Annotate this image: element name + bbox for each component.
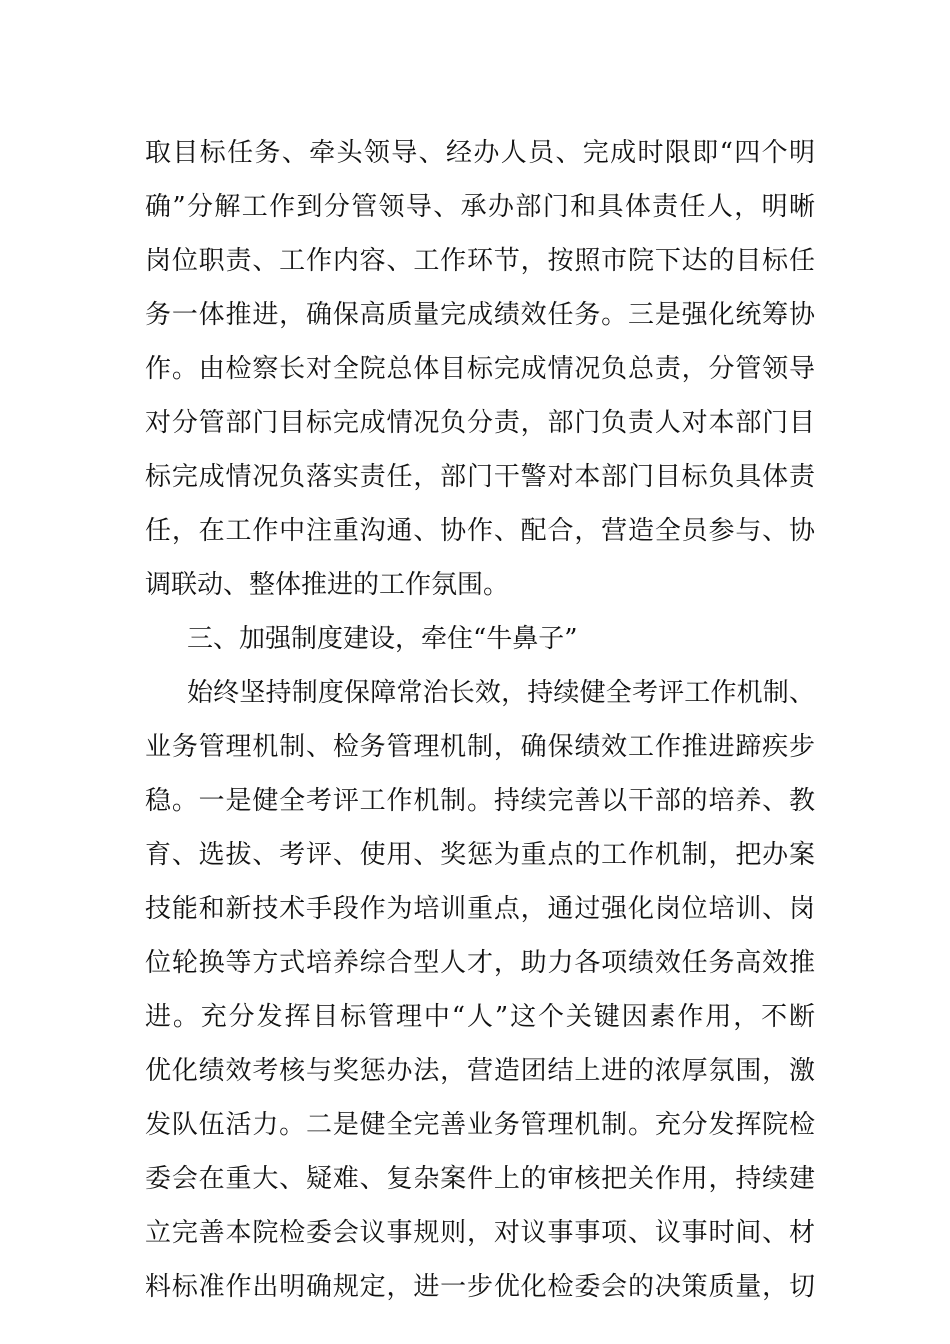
paragraph-line: 稳。一是健全考评工作机制。持续完善以干部的培养、教 — [145, 786, 815, 816]
paragraph-line: 取目标任务、牵头领导、经办人员、完成时限即“四个明 — [145, 138, 815, 168]
paragraph-line: 立完善本院检委会议事规则，对议事事项、议事时间、材 — [145, 1218, 815, 1248]
paragraph-line: 料标准作出明确规定，进一步优化检委会的决策质量，切 — [145, 1272, 815, 1302]
paragraph-line: 作。由检察长对全院总体目标完成情况负总责，分管领导 — [145, 354, 815, 384]
paragraph-line: 委会在重大、疑难、复杂案件上的审核把关作用，持续建 — [145, 1164, 815, 1194]
paragraph-line: 育、选拔、考评、使用、奖惩为重点的工作机制，把办案 — [145, 840, 815, 870]
paragraph-line: 优化绩效考核与奖惩办法，营造团结上进的浓厚氛围，激 — [145, 1056, 815, 1086]
paragraph-line: 对分管部门目标完成情况负分责，部门负责人对本部门目 — [145, 408, 815, 438]
paragraph-line: 发队伍活力。二是健全完善业务管理机制。充分发挥院检 — [145, 1110, 815, 1140]
paragraph-line: 进。充分发挥目标管理中“人”这个关键因素作用，不断 — [145, 1002, 815, 1032]
paragraph-line: 务一体推进，确保高质量完成绩效任务。三是强化统筹协 — [145, 300, 815, 330]
paragraph-line: 位轮换等方式培养综合型人才，助力各项绩效任务高效推 — [145, 948, 815, 978]
paragraph-line: 标完成情况负落实责任，部门干警对本部门目标负具体责 — [145, 462, 815, 492]
paragraph-line: 技能和新技术手段作为培训重点，通过强化岗位培训、岗 — [145, 894, 815, 924]
paragraph-line: 确”分解工作到分管领导、承办部门和具体责任人，明晰 — [145, 192, 815, 222]
paragraph-line: 业务管理机制、检务管理机制，确保绩效工作推进蹄疾步 — [145, 732, 815, 762]
paragraph-line: 任，在工作中注重沟通、协作、配合，营造全员参与、协 — [145, 516, 815, 546]
paragraph-line: 岗位职责、工作内容、工作环节，按照市院下达的目标任 — [145, 246, 815, 276]
paragraph-line: 调联动、整体推进的工作氛围。 — [145, 570, 510, 600]
paragraph-line: 始终坚持制度保障常治长效，持续健全考评工作机制、 — [187, 678, 815, 708]
section-heading: 三、加强制度建设，牵住“牛鼻子” — [187, 624, 578, 654]
